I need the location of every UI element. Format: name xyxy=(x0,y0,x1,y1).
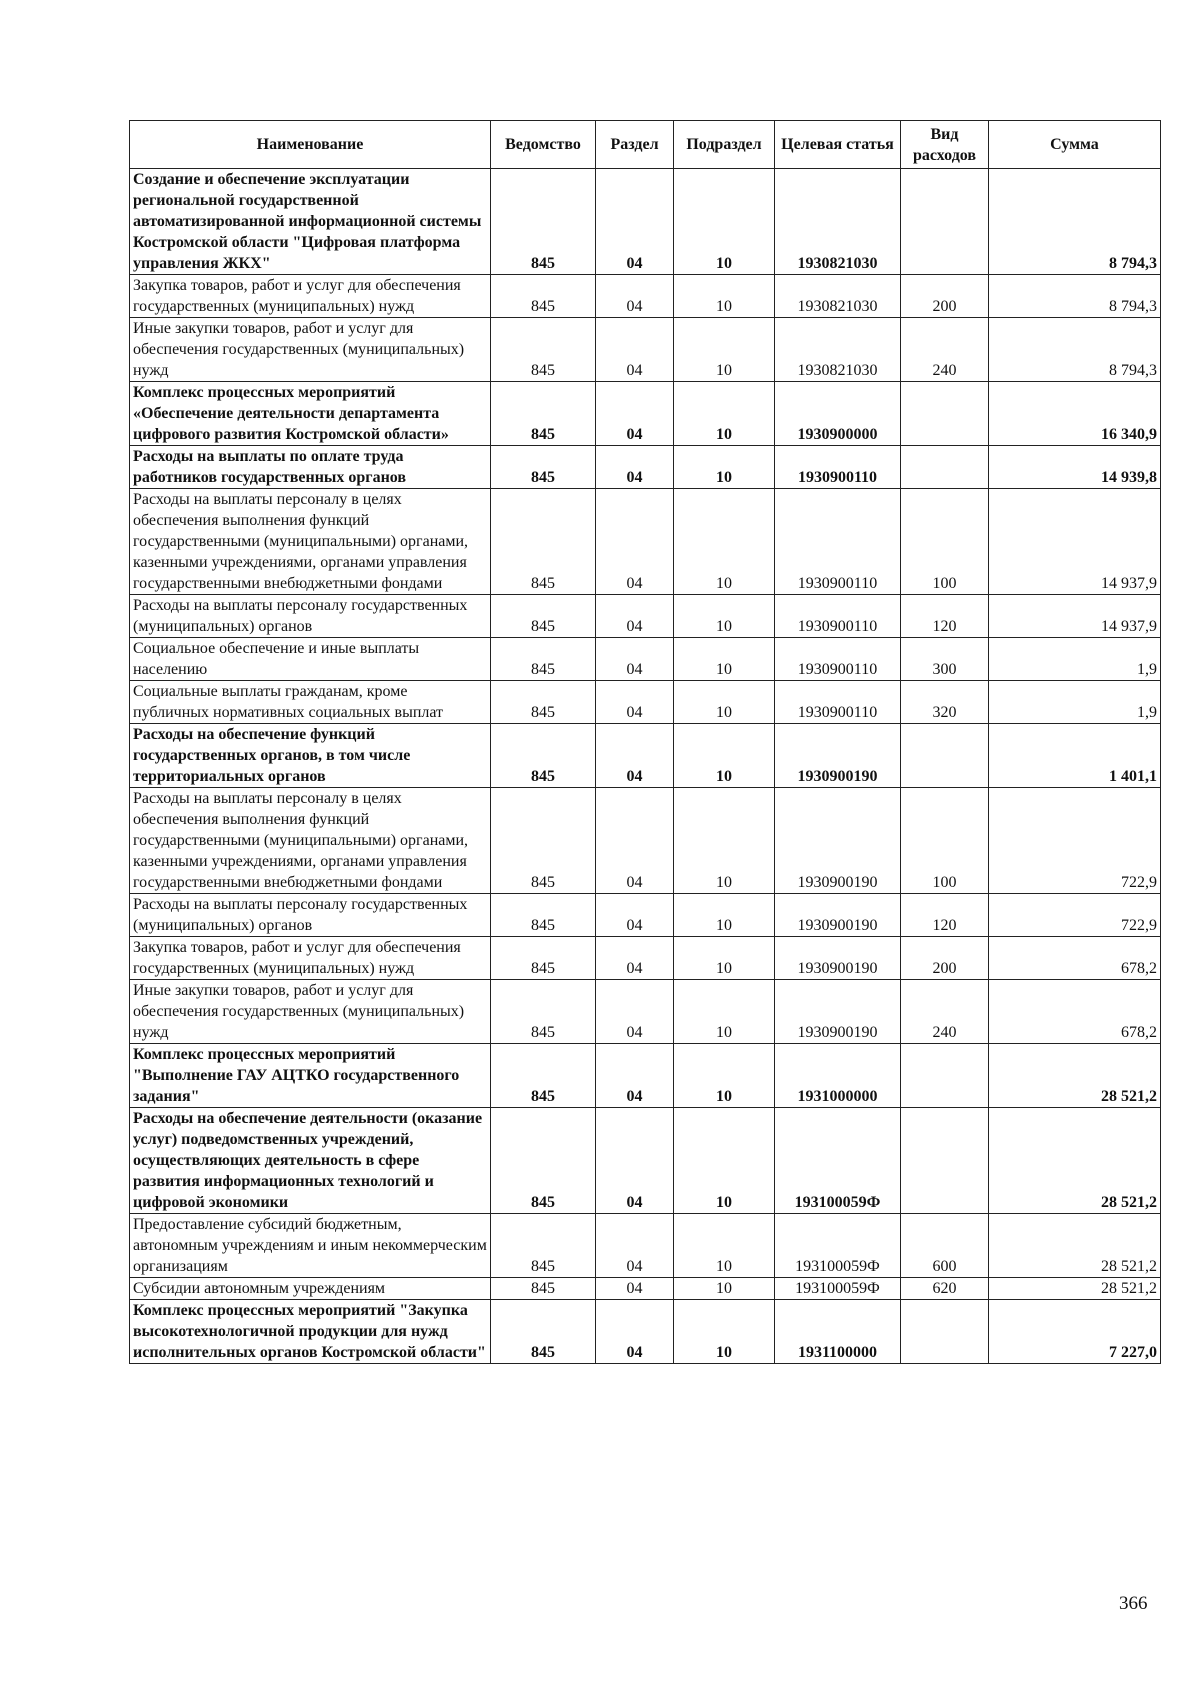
cell-target: 1930821030 xyxy=(775,275,901,318)
cell-expense-type: 600 xyxy=(901,1214,989,1278)
cell-expense-type: 100 xyxy=(901,788,989,894)
cell-target: 193100059Ф xyxy=(775,1278,901,1300)
cell-expense-type: 240 xyxy=(901,980,989,1044)
cell-sum: 1,9 xyxy=(989,638,1161,681)
cell-expense-type: 200 xyxy=(901,937,989,980)
cell-expense-type xyxy=(901,169,989,275)
cell-expense-type: 120 xyxy=(901,595,989,638)
table-row xyxy=(130,446,1161,489)
cell-subsection: 10 xyxy=(674,489,775,595)
cell-section: 04 xyxy=(596,1108,674,1214)
table-row xyxy=(130,1108,1161,1214)
cell-section: 04 xyxy=(596,1278,674,1300)
table-row xyxy=(130,382,1161,446)
cell-name: Расходы на выплаты по оплате труда работников государственных органов xyxy=(130,446,491,489)
cell-name: Расходы на выплаты персоналу государственных (муниципальных) органов xyxy=(130,894,491,937)
table-row xyxy=(130,595,1161,638)
cell-expense-type xyxy=(901,1300,989,1364)
cell-target: 1930821030 xyxy=(775,318,901,382)
cell-section: 04 xyxy=(596,638,674,681)
cell-section: 04 xyxy=(596,724,674,788)
cell-dept: 845 xyxy=(491,788,596,894)
cell-dept: 845 xyxy=(491,894,596,937)
cell-sum: 28 521,2 xyxy=(989,1278,1161,1300)
cell-sum: 28 521,2 xyxy=(989,1044,1161,1108)
cell-target: 1930900110 xyxy=(775,681,901,724)
cell-subsection: 10 xyxy=(674,169,775,275)
cell-section: 04 xyxy=(596,446,674,489)
cell-subsection: 10 xyxy=(674,1278,775,1300)
cell-sum: 722,9 xyxy=(989,894,1161,937)
cell-expense-type xyxy=(901,724,989,788)
header-expense-type: Вид расходов xyxy=(901,121,989,169)
table-body xyxy=(130,169,1161,1364)
cell-expense-type xyxy=(901,382,989,446)
cell-sum: 1 401,1 xyxy=(989,724,1161,788)
cell-section: 04 xyxy=(596,681,674,724)
cell-subsection: 10 xyxy=(674,1108,775,1214)
table-row xyxy=(130,681,1161,724)
cell-target: 1930900190 xyxy=(775,980,901,1044)
cell-subsection: 10 xyxy=(674,724,775,788)
cell-subsection: 10 xyxy=(674,275,775,318)
cell-subsection: 10 xyxy=(674,595,775,638)
cell-subsection: 10 xyxy=(674,681,775,724)
cell-subsection: 10 xyxy=(674,937,775,980)
cell-name: Расходы на обеспечение деятельности (оказание услуг) подведомственных учреждений, осуществляющих деятельность в сфере развития информационных технологий и цифровой экономики xyxy=(130,1108,491,1214)
cell-section: 04 xyxy=(596,489,674,595)
cell-section: 04 xyxy=(596,894,674,937)
cell-expense-type: 620 xyxy=(901,1278,989,1300)
cell-name: Расходы на выплаты персоналу государственных (муниципальных) органов xyxy=(130,595,491,638)
budget-table xyxy=(129,120,1161,1364)
cell-target: 1930900190 xyxy=(775,894,901,937)
cell-dept: 845 xyxy=(491,382,596,446)
cell-subsection: 10 xyxy=(674,318,775,382)
cell-dept: 845 xyxy=(491,1108,596,1214)
cell-target: 1930900110 xyxy=(775,489,901,595)
cell-name: Расходы на выплаты персоналу в целях обеспечения выполнения функций государственными (муниципальными) органами, казенными учреждениями, органами управления государственными внебюджетными фондами xyxy=(130,788,491,894)
cell-target: 1930900110 xyxy=(775,446,901,489)
table-row xyxy=(130,980,1161,1044)
table-row xyxy=(130,1278,1161,1300)
header-sum: Сумма xyxy=(989,121,1161,169)
cell-target: 1930900000 xyxy=(775,382,901,446)
cell-dept: 845 xyxy=(491,681,596,724)
cell-name: Комплекс процессных мероприятий "Выполнение ГАУ АЦТКО государственного задания" xyxy=(130,1044,491,1108)
cell-section: 04 xyxy=(596,788,674,894)
cell-sum: 8 794,3 xyxy=(989,275,1161,318)
cell-target: 1931000000 xyxy=(775,1044,901,1108)
header-name: Наименование xyxy=(130,121,491,169)
cell-target: 1930821030 xyxy=(775,169,901,275)
cell-name: Социальные выплаты гражданам, кроме публичных нормативных социальных выплат xyxy=(130,681,491,724)
cell-subsection: 10 xyxy=(674,382,775,446)
header-section: Раздел xyxy=(596,121,674,169)
table-row xyxy=(130,894,1161,937)
cell-sum: 28 521,2 xyxy=(989,1214,1161,1278)
cell-target: 1931100000 xyxy=(775,1300,901,1364)
cell-name: Иные закупки товаров, работ и услуг для обеспечения государственных (муниципальных) нужд xyxy=(130,318,491,382)
cell-subsection: 10 xyxy=(674,1214,775,1278)
cell-subsection: 10 xyxy=(674,1300,775,1364)
cell-name: Иные закупки товаров, работ и услуг для обеспечения государственных (муниципальных) нужд xyxy=(130,980,491,1044)
cell-sum: 8 794,3 xyxy=(989,169,1161,275)
table-row xyxy=(130,1300,1161,1364)
cell-section: 04 xyxy=(596,1044,674,1108)
cell-target: 1930900110 xyxy=(775,638,901,681)
cell-dept: 845 xyxy=(491,1214,596,1278)
table-row xyxy=(130,1214,1161,1278)
table-row xyxy=(130,788,1161,894)
cell-expense-type: 100 xyxy=(901,489,989,595)
cell-target: 193100059Ф xyxy=(775,1108,901,1214)
cell-subsection: 10 xyxy=(674,638,775,681)
table-row xyxy=(130,1044,1161,1108)
cell-name: Закупка товаров, работ и услуг для обеспечения государственных (муниципальных) нужд xyxy=(130,937,491,980)
cell-sum: 28 521,2 xyxy=(989,1108,1161,1214)
cell-expense-type xyxy=(901,1044,989,1108)
cell-dept: 845 xyxy=(491,446,596,489)
cell-dept: 845 xyxy=(491,638,596,681)
cell-sum: 14 937,9 xyxy=(989,489,1161,595)
cell-sum: 7 227,0 xyxy=(989,1300,1161,1364)
table-row xyxy=(130,937,1161,980)
cell-dept: 845 xyxy=(491,318,596,382)
cell-section: 04 xyxy=(596,1300,674,1364)
header-dept: Ведомство xyxy=(491,121,596,169)
cell-dept: 845 xyxy=(491,1044,596,1108)
cell-sum: 14 939,8 xyxy=(989,446,1161,489)
cell-target: 1930900190 xyxy=(775,724,901,788)
table-row xyxy=(130,724,1161,788)
cell-sum: 678,2 xyxy=(989,937,1161,980)
table-row xyxy=(130,489,1161,595)
cell-dept: 845 xyxy=(491,489,596,595)
cell-dept: 845 xyxy=(491,980,596,1044)
table-row xyxy=(130,318,1161,382)
header-target: Целевая статья xyxy=(775,121,901,169)
cell-sum: 16 340,9 xyxy=(989,382,1161,446)
cell-name: Расходы на выплаты персоналу в целях обеспечения выполнения функций государственными (муниципальными) органами, казенными учреждениями, органами управления государственными внебюджетными фондами xyxy=(130,489,491,595)
cell-dept: 845 xyxy=(491,1278,596,1300)
cell-name: Расходы на обеспечение функций государственных органов, в том числе территориальных органов xyxy=(130,724,491,788)
cell-target: 193100059Ф xyxy=(775,1214,901,1278)
table-row xyxy=(130,169,1161,275)
cell-subsection: 10 xyxy=(674,1044,775,1108)
page-number: 366 xyxy=(1119,1593,1148,1614)
cell-name: Субсидии автономным учреждениям xyxy=(130,1278,491,1300)
cell-section: 04 xyxy=(596,382,674,446)
cell-expense-type: 320 xyxy=(901,681,989,724)
cell-sum: 14 937,9 xyxy=(989,595,1161,638)
cell-sum: 678,2 xyxy=(989,980,1161,1044)
table-header-row xyxy=(130,121,1161,169)
cell-expense-type: 300 xyxy=(901,638,989,681)
cell-dept: 845 xyxy=(491,724,596,788)
cell-expense-type xyxy=(901,1108,989,1214)
cell-target: 1930900190 xyxy=(775,788,901,894)
table-row xyxy=(130,275,1161,318)
cell-section: 04 xyxy=(596,595,674,638)
cell-name: Комплекс процессных мероприятий «Обеспечение деятельности департамента цифрового развития Костромской области» xyxy=(130,382,491,446)
cell-name: Комплекс процессных мероприятий "Закупка высокотехнологичной продукции для нужд исполнительных органов Костромской области" xyxy=(130,1300,491,1364)
cell-section: 04 xyxy=(596,275,674,318)
cell-target: 1930900110 xyxy=(775,595,901,638)
cell-subsection: 10 xyxy=(674,980,775,1044)
cell-subsection: 10 xyxy=(674,446,775,489)
cell-subsection: 10 xyxy=(674,788,775,894)
cell-name: Социальное обеспечение и иные выплаты населению xyxy=(130,638,491,681)
cell-target: 1930900190 xyxy=(775,937,901,980)
table-row xyxy=(130,638,1161,681)
cell-subsection: 10 xyxy=(674,894,775,937)
cell-name: Создание и обеспечение эксплуатации региональной государственной автоматизированной информационной системы Костромской области "Цифровая платформа управления ЖКХ" xyxy=(130,169,491,275)
cell-expense-type: 240 xyxy=(901,318,989,382)
cell-sum: 722,9 xyxy=(989,788,1161,894)
cell-dept: 845 xyxy=(491,169,596,275)
cell-section: 04 xyxy=(596,980,674,1044)
header-subsection: Подраздел xyxy=(674,121,775,169)
cell-expense-type: 120 xyxy=(901,894,989,937)
cell-dept: 845 xyxy=(491,1300,596,1364)
cell-name: Предоставление субсидий бюджетным, автономным учреждениям и иным некоммерческим организациям xyxy=(130,1214,491,1278)
cell-section: 04 xyxy=(596,169,674,275)
cell-dept: 845 xyxy=(491,275,596,318)
cell-sum: 8 794,3 xyxy=(989,318,1161,382)
cell-name: Закупка товаров, работ и услуг для обеспечения государственных (муниципальных) нужд xyxy=(130,275,491,318)
cell-expense-type: 200 xyxy=(901,275,989,318)
cell-sum: 1,9 xyxy=(989,681,1161,724)
cell-dept: 845 xyxy=(491,595,596,638)
cell-dept: 845 xyxy=(491,937,596,980)
cell-expense-type xyxy=(901,446,989,489)
cell-section: 04 xyxy=(596,1214,674,1278)
cell-section: 04 xyxy=(596,318,674,382)
cell-section: 04 xyxy=(596,937,674,980)
